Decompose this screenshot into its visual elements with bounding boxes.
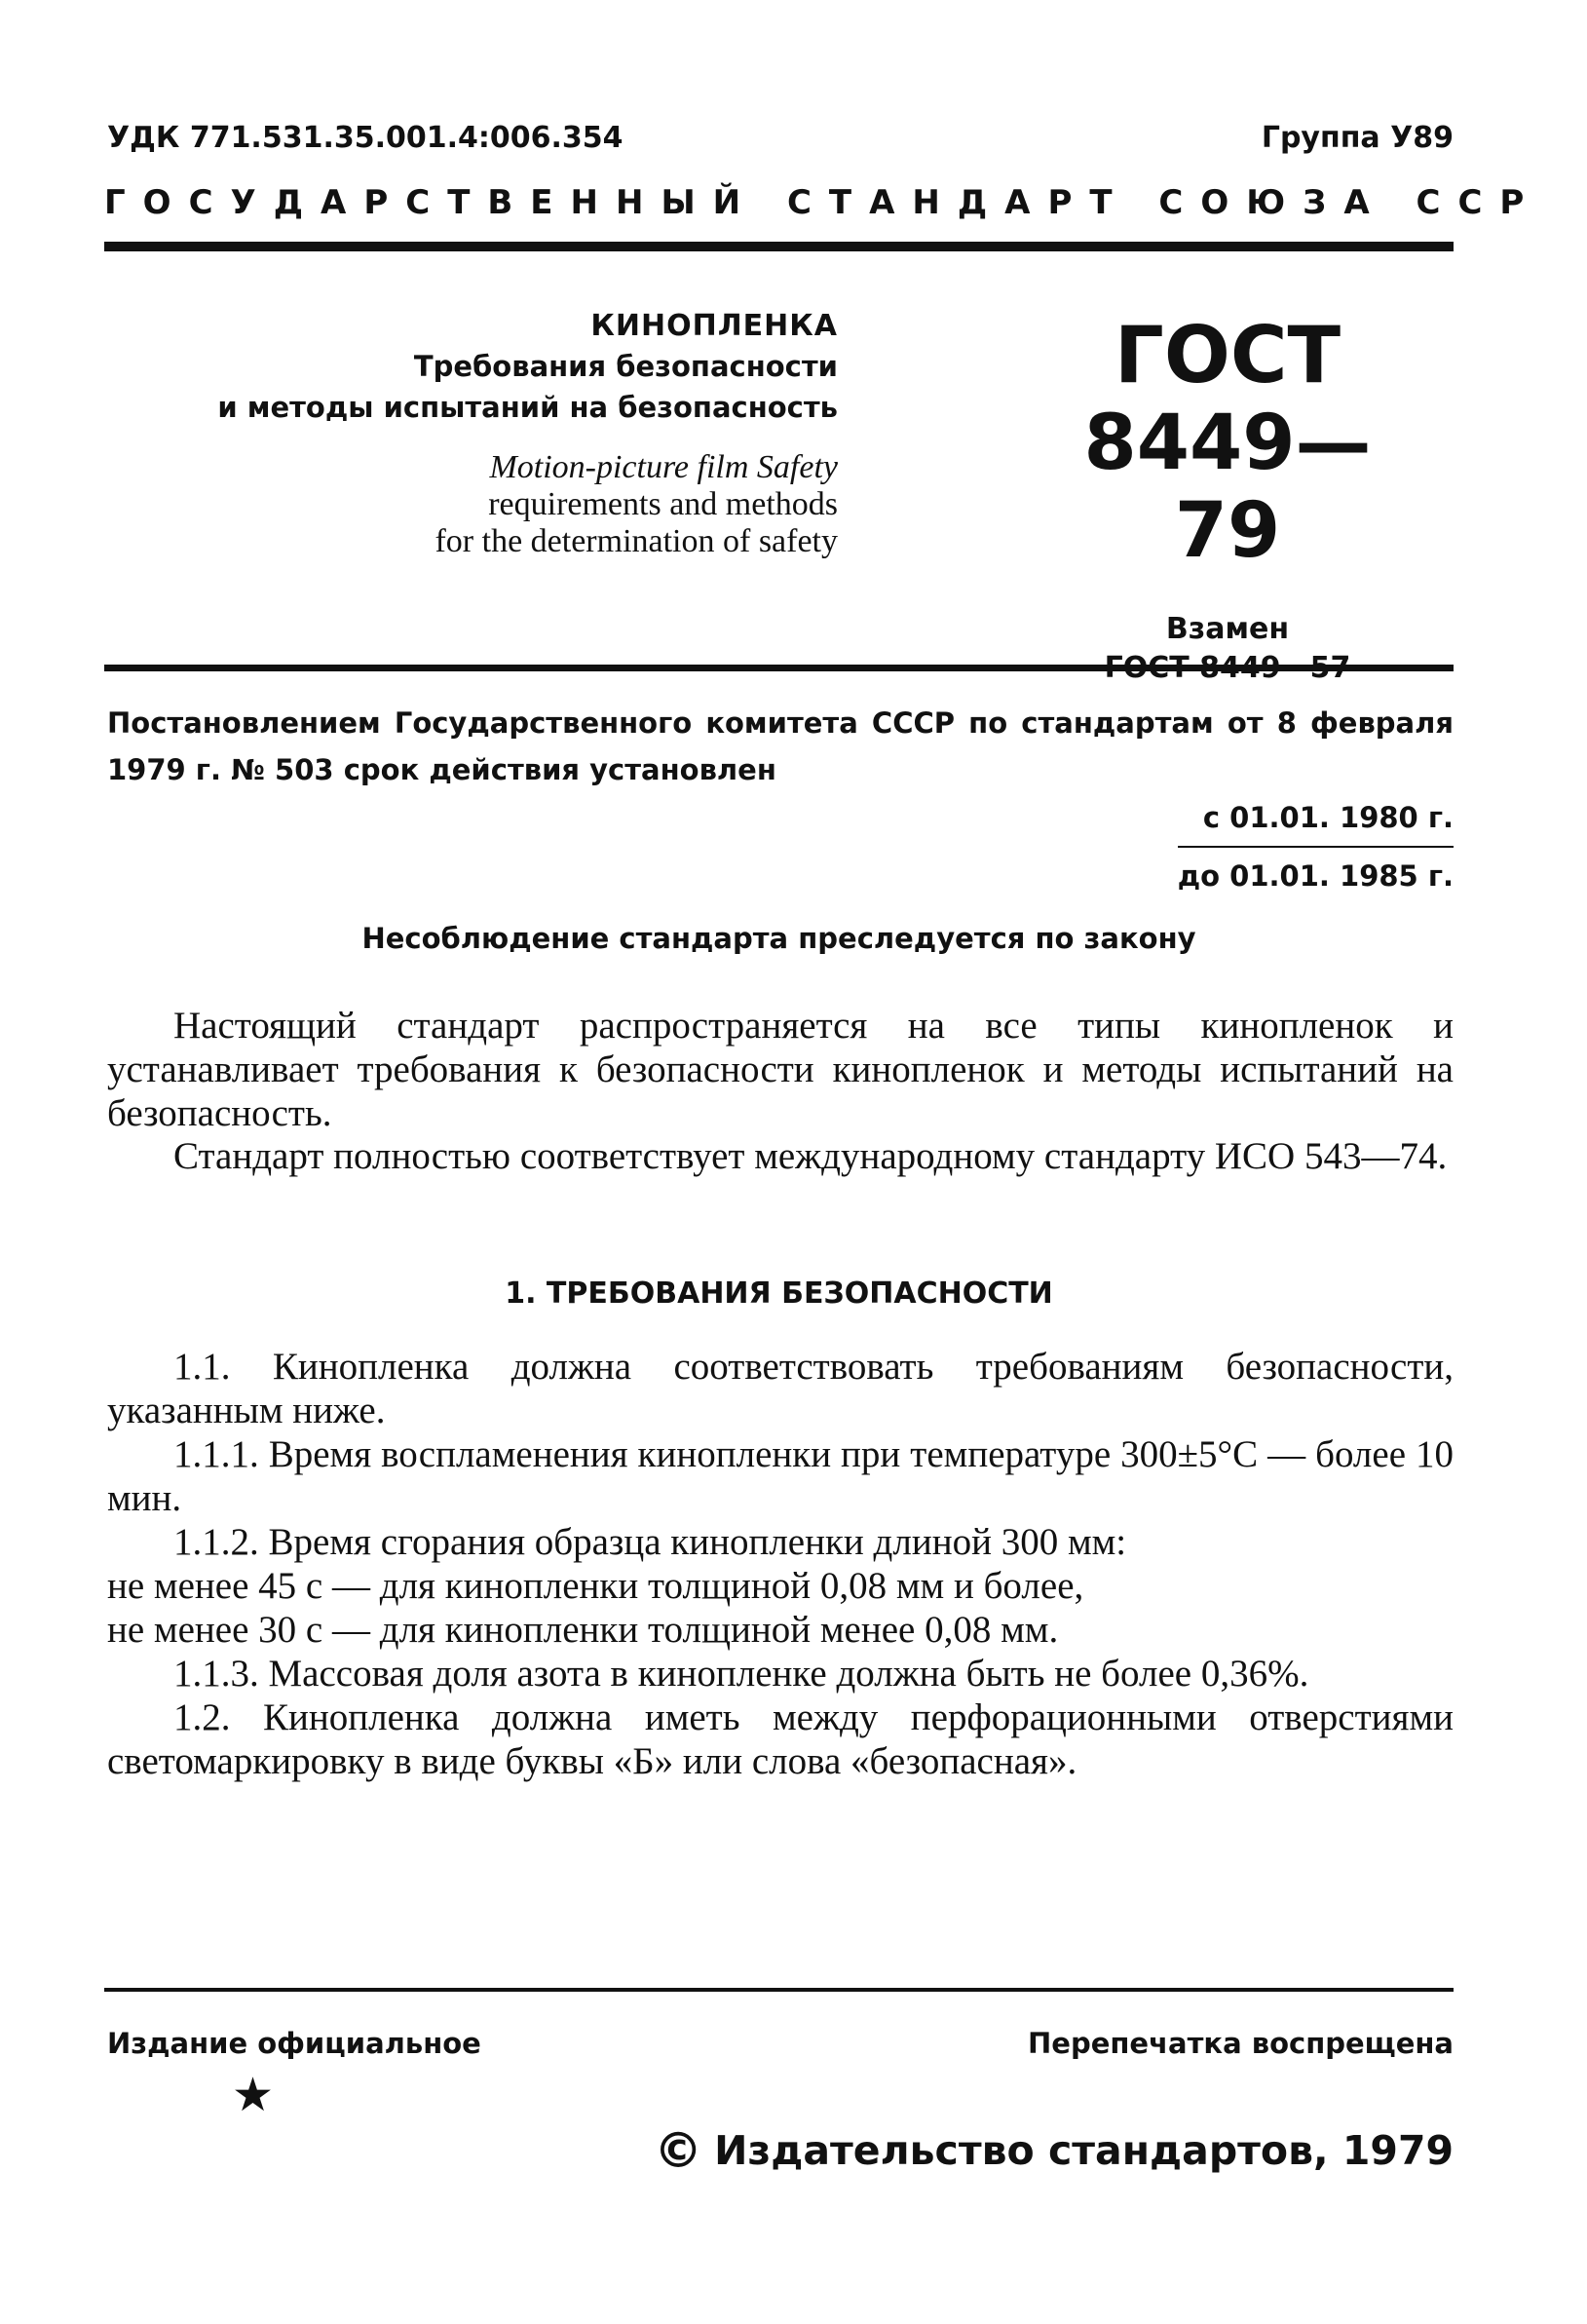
valid-until: до 01.01. 1985 г. [1178, 846, 1454, 904]
title-rule [104, 665, 1454, 671]
publisher-line [654, 2122, 1454, 2179]
clause-1-1-3: 1.1.3. Массовая доля азота в кинопленке должна быть не более 0,36%. [173, 1653, 1309, 1695]
clause-1-1-1: 1.1.1. Время воспламенения кинопленки при температуре 300±5°С — более 10 мин. [107, 1433, 1454, 1519]
intro-paragraph-1: Настоящий стандарт распространяется на все типы кинопленок и устанавливает требования к безопасности кинопленок и методы испытаний на безопасность. [107, 1005, 1454, 1134]
title-english-line3: for the determination of safety [435, 523, 838, 559]
legal-notice: Несоблюдение стандарта преследуется по закону [361, 922, 1196, 955]
section-1-body [107, 1345, 1454, 1783]
title-block [156, 307, 838, 560]
udk-code: УДК 771.531.35.001.4:006.354 [107, 121, 623, 155]
intro-paragraph-2: Стандарт полностью соответствует международному стандарту ИСО 543—74. [173, 1135, 1448, 1177]
group-code: Группа У89 [1261, 121, 1454, 155]
clause-1-1-2-line-b: не менее 30 с — для кинопленки толщиной менее 0,08 мм. [107, 1609, 1059, 1651]
validity-dates [1178, 789, 1454, 904]
decree-text: Постановлением Государственного комитета СССР по стандартам от 8 февраля 1979 г. № 503 срок действия установлен [107, 706, 1454, 786]
footer-rule [104, 1988, 1454, 1992]
title-subtitle-line2: и методы испытаний на безопасность [217, 391, 838, 424]
copyright-icon: © [654, 2122, 703, 2179]
clause-1-1: 1.1. Кинопленка должна соответствовать требованиям безопасности, указанным ниже. [107, 1346, 1454, 1431]
gost-block [1072, 312, 1383, 688]
publisher-text: Издательство стандартов, 1979 [714, 2127, 1454, 2174]
title-english-line1: Motion-picture film Safety [489, 449, 838, 485]
title-english-line2: requirements and methods [488, 486, 838, 522]
document-title: КИНОПЛЕНКА [590, 309, 838, 343]
standard-banner: ГОСУДАРСТВЕННЫЙ СТАНДАРТ СОЮЗА ССР [104, 183, 1542, 222]
clause-1-2: 1.2. Кинопленка должна иметь между перфорационными отверстиями светомаркировку в виде буквы «Б» или слова «безопасная». [107, 1696, 1454, 1782]
edition-label: Издание официальное [107, 2027, 481, 2060]
gost-number: 8449—79 [1083, 400, 1372, 575]
title-subtitle-line1: Требования безопасности [413, 350, 838, 383]
replaces-label: Взамен [1165, 612, 1290, 646]
gost-label: ГОСТ [1114, 310, 1341, 400]
reprint-notice: Перепечатка воспрещена [1028, 2027, 1454, 2060]
star-icon: ★ [232, 2068, 275, 2122]
header-rule [104, 242, 1454, 251]
clause-1-1-2-line-a: не менее 45 с — для кинопленки толщиной 0,08 мм и более, [107, 1565, 1084, 1607]
section-1-title: 1. ТРЕБОВАНИЯ БЕЗОПАСНОСТИ [505, 1276, 1053, 1311]
valid-from: с 01.01. 1980 г. [1202, 801, 1454, 834]
clause-1-1-2: 1.1.2. Время сгорания образца кинопленки длиной 300 мм: [173, 1521, 1127, 1563]
